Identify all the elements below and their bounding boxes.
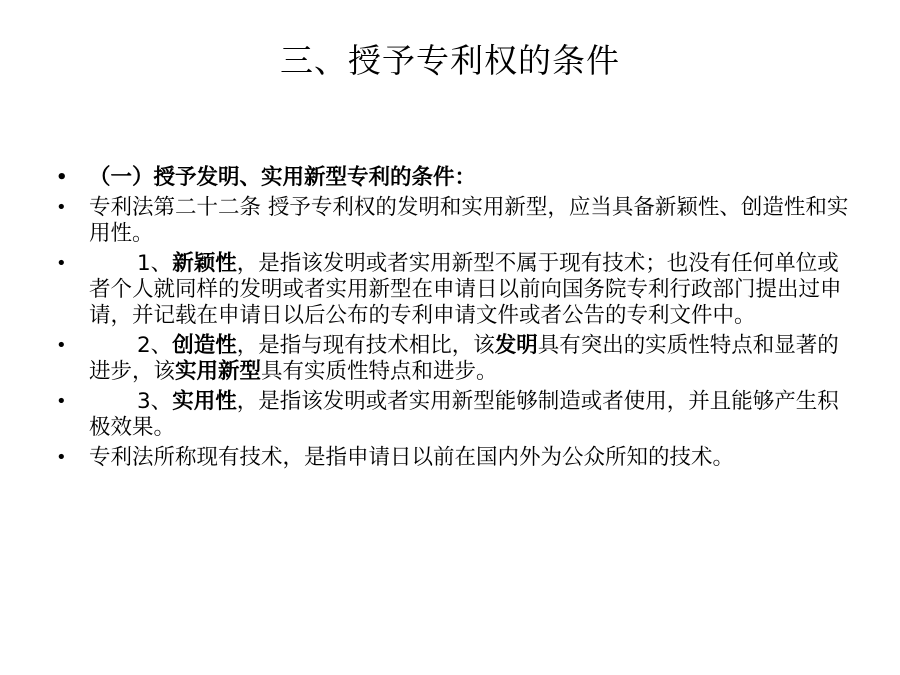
list-item-heading <box>52 165 852 191</box>
list-item-article22 <box>52 195 852 247</box>
utility-text: ，是指该发明或者实用新型能够制造或者使用，并且能够产生积极效果。 <box>89 389 839 440</box>
list-item-novelty <box>52 251 852 329</box>
bullet-list <box>52 165 852 475</box>
bullet-icon: • <box>56 391 67 412</box>
inventiveness-bold-invention: 发明 <box>494 333 538 358</box>
bullet-icon: • <box>56 335 67 356</box>
article22-text: 专利法第二十二条 授予专利权的发明和实用新型，应当具备新颖性、创造性和实用性。 <box>89 195 849 246</box>
list-item-utility <box>52 389 852 441</box>
bullet-icon: • <box>56 447 67 468</box>
slide-title: 三、授予专利权的条件 <box>280 41 620 80</box>
utility-number: 3、 <box>137 389 173 414</box>
novelty-number: 1、 <box>137 251 173 276</box>
bullet-icon: • <box>56 167 68 188</box>
inventiveness-text-c: 具有实质性特点和进步。 <box>261 359 498 384</box>
inventiveness-number: 2、 <box>137 333 173 358</box>
heading-text: （一）授予发明、实用新型专利的条件： <box>89 165 477 190</box>
novelty-text: ，是指该发明或者实用新型不属于现有技术；也没有任何单位或者个人就同样的发明或者实用新型在申请日以前向国务院专利行政部门提出过申请，并记载在申请日以后公布的专利申请文件或者公告的专利文件中。 <box>89 251 842 328</box>
list-item-inventiveness <box>52 333 852 385</box>
inventiveness-term: 创造性 <box>172 333 237 358</box>
inventiveness-text-a: ，是指与现有技术相比，该 <box>236 333 495 358</box>
inventiveness-bold-utility-model: 实用新型 <box>175 359 262 384</box>
prior-art-text: 专利法所称现有技术，是指申请日以前在国内外为公众所知的技术。 <box>89 445 735 470</box>
inventiveness-text-b: 具有突出的实质性特点和显著的进步，该 <box>89 333 839 384</box>
novelty-term: 新颖性 <box>172 251 237 276</box>
utility-term: 实用性 <box>172 389 237 414</box>
bullet-icon: • <box>56 197 67 218</box>
bullet-icon: • <box>56 253 67 274</box>
list-item-prior-art <box>52 445 852 471</box>
